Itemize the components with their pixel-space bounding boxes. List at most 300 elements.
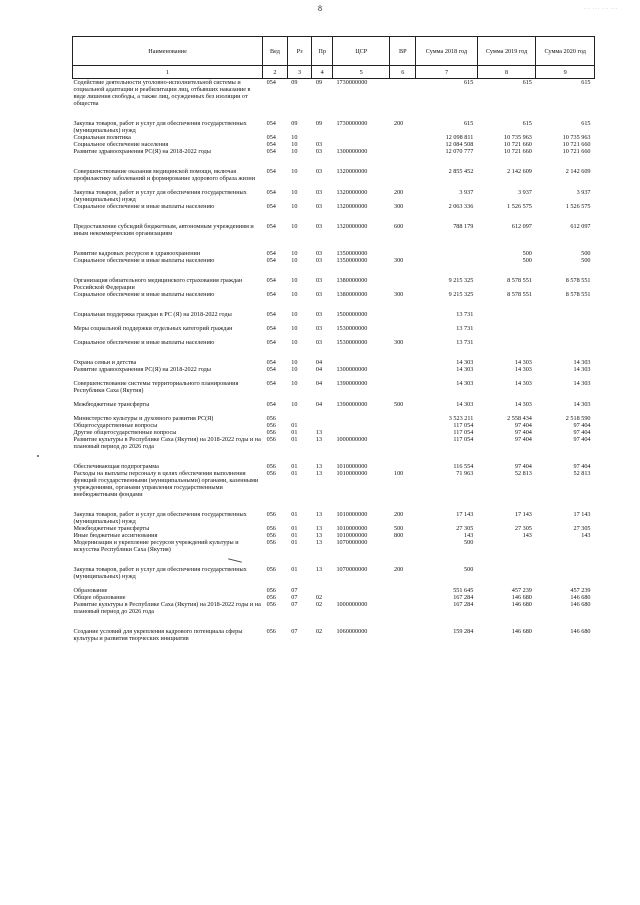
cell-y2019: 146 680 bbox=[511, 628, 532, 635]
cell-rz: 10 bbox=[291, 380, 298, 387]
cell-y2019: 14 303 bbox=[514, 359, 532, 366]
cell-csr: 1530000000 bbox=[336, 325, 368, 332]
cell-ved: 054 bbox=[266, 79, 276, 86]
cell-vr bbox=[390, 429, 416, 436]
cell-rz: 01 bbox=[291, 422, 298, 429]
cell-pr bbox=[312, 408, 333, 422]
cell-ved: 056 bbox=[266, 463, 276, 470]
table-row bbox=[73, 580, 595, 594]
cell-rz: 01 bbox=[291, 532, 298, 539]
cell-name: Совершенствование системы территориального планирования Республики Саха (Якутия) bbox=[73, 380, 239, 394]
cell-pr: 04 bbox=[315, 380, 323, 387]
cell-csr bbox=[332, 580, 390, 594]
cell-ved: 056 bbox=[266, 539, 276, 546]
cell-vr bbox=[390, 298, 416, 318]
cell-y2019: 615 bbox=[522, 79, 532, 86]
cell-y2019: 14 303 bbox=[514, 380, 532, 387]
cell-ved: 056 bbox=[266, 429, 276, 436]
cell-y2018: 17 143 bbox=[456, 511, 474, 518]
cell-y2020: 612 097 bbox=[570, 223, 591, 230]
cell-pr: 03 bbox=[315, 325, 323, 332]
cell-y2020: 2 518 590 bbox=[565, 415, 591, 422]
cell-rz: 01 bbox=[291, 525, 298, 532]
cell-rz: 10 bbox=[291, 366, 298, 373]
cell-y2018: 13 731 bbox=[456, 339, 474, 346]
cell-csr bbox=[332, 594, 390, 601]
cell-y2019: 97 404 bbox=[514, 436, 532, 443]
cell-name: Другие общегосударственные вопросы bbox=[73, 429, 177, 436]
cell-y2018: 14 303 bbox=[456, 380, 474, 387]
cell-ved: 054 bbox=[266, 291, 276, 298]
cell-y2018: 159 284 bbox=[453, 628, 474, 635]
cell-pr: 13 bbox=[315, 525, 323, 532]
cell-ved: 054 bbox=[266, 401, 276, 408]
cell-csr: 1390000000 bbox=[336, 380, 368, 387]
cell-y2020: 10 721 660 bbox=[562, 141, 591, 148]
table-row bbox=[73, 237, 595, 257]
cell-ved: 054 bbox=[266, 325, 276, 332]
cell-name: Общее образование bbox=[73, 594, 126, 601]
cell-ved: 054 bbox=[266, 311, 276, 318]
cell-y2018: 615 bbox=[464, 120, 474, 127]
cell-y2020: 10 735 963 bbox=[562, 134, 591, 141]
table-row bbox=[73, 450, 595, 470]
cell-name: Социальная политика bbox=[73, 134, 131, 141]
table-row bbox=[73, 346, 595, 366]
cell-name: Обеспечивающая подпрограмма bbox=[73, 463, 159, 470]
cell-rz: 10 bbox=[291, 250, 298, 257]
cell-y2018: 13 731 bbox=[456, 311, 474, 318]
cell-y2019: 97 404 bbox=[514, 429, 532, 436]
cell-pr: 09 bbox=[315, 79, 323, 86]
cell-pr: 03 bbox=[315, 223, 323, 230]
cell-y2020: 10 721 660 bbox=[562, 148, 591, 155]
cell-pr: 04 bbox=[315, 366, 323, 373]
cell-pr: 03 bbox=[315, 277, 323, 284]
cell-ved: 056 bbox=[266, 525, 276, 532]
cell-y2020: 8 578 551 bbox=[565, 277, 591, 284]
cell-y2020: 17 143 bbox=[573, 511, 591, 518]
cell-y2020: 97 404 bbox=[573, 429, 591, 436]
cell-rz: 09 bbox=[291, 120, 298, 127]
cell-y2019: 27 305 bbox=[514, 525, 532, 532]
table-row bbox=[73, 532, 595, 539]
cell-rz: 10 bbox=[291, 257, 298, 264]
cell-pr: 13 bbox=[315, 429, 323, 436]
table-row bbox=[73, 594, 595, 601]
cell-y2018: 500 bbox=[464, 539, 474, 546]
table-row bbox=[73, 373, 595, 394]
cell-rz: 10 bbox=[291, 141, 298, 148]
column-number: 3 bbox=[287, 66, 312, 79]
cell-y2020: 14 303 bbox=[573, 359, 591, 366]
cell-rz bbox=[287, 408, 312, 422]
cell-y2018: 9 215 325 bbox=[448, 291, 474, 298]
cell-y2018: 3 937 bbox=[459, 189, 474, 196]
cell-y2020: 143 bbox=[581, 532, 591, 539]
cell-rz: 01 bbox=[291, 429, 298, 436]
cell-y2018: 117 054 bbox=[453, 429, 474, 436]
cell-y2019: 457 239 bbox=[511, 587, 532, 594]
cell-ved: 056 bbox=[266, 594, 276, 601]
cell-ved: 056 bbox=[266, 566, 276, 573]
cell-vr bbox=[390, 264, 416, 291]
cell-y2020: 146 680 bbox=[570, 601, 591, 608]
cell-vr: 100 bbox=[393, 470, 404, 477]
cell-y2020: 14 303 bbox=[573, 366, 591, 373]
cell-name: Социальная поддержка граждан в РС (Я) на 2018-2022 годы bbox=[73, 311, 232, 318]
cell-y2020: 14 303 bbox=[573, 401, 591, 408]
cell-pr: 03 bbox=[315, 141, 323, 148]
cell-y2018: 2 063 336 bbox=[448, 203, 474, 210]
cell-csr: 1350000000 bbox=[336, 257, 368, 264]
cell-csr: 1010000000 bbox=[336, 525, 368, 532]
column-number: 7 bbox=[416, 66, 478, 79]
table-row bbox=[73, 155, 595, 182]
cell-name: Развитие здравоохранения РС(Я) на 2018-2022 годы bbox=[73, 148, 211, 155]
cell-rz: 10 bbox=[291, 134, 298, 141]
table-row bbox=[73, 210, 595, 237]
cell-y2019 bbox=[477, 539, 536, 553]
cell-name: Развитие здравоохранения РС(Я) на 2018-2022 годы bbox=[73, 366, 211, 373]
cell-y2020 bbox=[536, 332, 595, 346]
cell-name: Совершенствование оказания медицинской помощи, включая профилактику заболеваний и формирование здорового образа жизни bbox=[73, 168, 256, 182]
cell-y2019: 500 bbox=[522, 250, 532, 257]
cell-y2018 bbox=[416, 237, 478, 257]
cell-pr: 02 bbox=[315, 628, 323, 635]
cell-csr: 1320000000 bbox=[336, 203, 368, 210]
table-row bbox=[73, 141, 595, 148]
cell-y2019: 14 303 bbox=[514, 401, 532, 408]
table-row bbox=[73, 553, 595, 580]
cell-pr: 13 bbox=[315, 463, 323, 470]
cell-y2018: 27 305 bbox=[456, 525, 474, 532]
table-row bbox=[73, 436, 595, 450]
cell-csr: 1000000000 bbox=[336, 436, 368, 443]
table-row bbox=[73, 470, 595, 498]
cell-ved: 054 bbox=[266, 134, 276, 141]
cell-y2020: 14 303 bbox=[573, 380, 591, 387]
cell-vr: 300 bbox=[393, 257, 404, 264]
cell-rz: 10 bbox=[291, 291, 298, 298]
cell-y2018: 9 215 325 bbox=[448, 277, 474, 284]
column-number: 4 bbox=[312, 66, 333, 79]
cell-name: Межбюджетные трансферты bbox=[73, 525, 150, 532]
cell-rz: 10 bbox=[291, 339, 298, 346]
cell-vr bbox=[390, 79, 416, 108]
cell-name: Закупка товаров, работ и услуг для обеспечения государственных (муниципальных) нужд bbox=[73, 120, 247, 134]
cell-ved: 054 bbox=[266, 257, 276, 264]
table-row bbox=[73, 525, 595, 532]
cell-vr bbox=[390, 318, 416, 332]
cell-y2019: 14 303 bbox=[514, 366, 532, 373]
cell-y2020: 97 404 bbox=[573, 436, 591, 443]
cell-y2019: 146 680 bbox=[511, 601, 532, 608]
cell-pr: 04 bbox=[315, 401, 323, 408]
table-row bbox=[73, 394, 595, 408]
cell-name: Развитие культуры в Республике Саха (Якутия) на 2018-2022 годы и на плановый период до 2026 года bbox=[73, 436, 261, 450]
cell-ved: 056 bbox=[266, 436, 276, 443]
table-row bbox=[73, 264, 595, 291]
cell-rz: 10 bbox=[291, 325, 298, 332]
cell-vr: 200 bbox=[393, 511, 404, 518]
cell-y2020: 52 813 bbox=[573, 470, 591, 477]
cell-csr bbox=[332, 429, 390, 436]
cell-pr: 13 bbox=[315, 532, 323, 539]
table-row bbox=[73, 148, 595, 155]
cell-vr bbox=[390, 346, 416, 366]
cell-y2019: 3 937 bbox=[517, 189, 532, 196]
cell-csr: 1010000000 bbox=[336, 463, 368, 470]
cell-pr: 13 bbox=[315, 436, 323, 443]
cell-pr: 02 bbox=[315, 594, 323, 601]
cell-csr: 1010000000 bbox=[336, 470, 368, 477]
table-row bbox=[73, 318, 595, 332]
table-row bbox=[73, 498, 595, 525]
cell-y2019: 10 735 963 bbox=[504, 134, 532, 141]
cell-csr: 1320000000 bbox=[336, 223, 368, 230]
cell-csr: 1390000000 bbox=[336, 401, 368, 408]
cell-vr: 300 bbox=[393, 291, 404, 298]
cell-name: Развитие кадровых ресурсов в здравоохранении bbox=[73, 250, 201, 257]
cell-y2019: 17 143 bbox=[514, 511, 532, 518]
cell-rz: 10 bbox=[291, 223, 298, 230]
cell-csr: 1320000000 bbox=[336, 189, 368, 196]
cell-csr: 1500000000 bbox=[336, 311, 368, 318]
cell-y2020: 615 bbox=[581, 120, 591, 127]
cell-y2018: 116 554 bbox=[453, 463, 474, 470]
cell-y2019 bbox=[477, 318, 536, 332]
cell-y2020: 3 937 bbox=[576, 189, 591, 196]
cell-y2020: 457 239 bbox=[570, 587, 591, 594]
margin-dot bbox=[37, 455, 39, 457]
cell-name: Межбюджетные трансферты bbox=[73, 401, 150, 408]
cell-vr bbox=[390, 155, 416, 182]
table-row bbox=[73, 601, 595, 615]
cell-y2019: 1 526 575 bbox=[507, 203, 532, 210]
cell-csr bbox=[332, 422, 390, 429]
cell-y2019 bbox=[477, 332, 536, 346]
cell-vr bbox=[390, 148, 416, 155]
cell-csr: 1300000000 bbox=[336, 148, 368, 155]
cell-y2018: 117 054 bbox=[453, 436, 474, 443]
cell-pr: 13 bbox=[315, 511, 323, 518]
column-number: 2 bbox=[263, 66, 288, 79]
cell-ved: 056 bbox=[266, 587, 276, 594]
cell-y2019: 615 bbox=[522, 120, 532, 127]
cell-csr: 1300000000 bbox=[336, 366, 368, 373]
cell-y2020: 97 404 bbox=[573, 463, 591, 470]
cell-ved: 054 bbox=[266, 203, 276, 210]
cell-pr: 03 bbox=[315, 291, 323, 298]
cell-y2020: 146 680 bbox=[570, 628, 591, 635]
table-row bbox=[73, 429, 595, 436]
cell-pr: 03 bbox=[315, 257, 323, 264]
cell-y2018: 71 963 bbox=[456, 470, 474, 477]
cell-y2020 bbox=[536, 318, 595, 332]
cell-rz: 10 bbox=[291, 203, 298, 210]
cell-y2020: 146 680 bbox=[570, 594, 591, 601]
cell-csr: 1010000000 bbox=[336, 532, 368, 539]
cell-csr: 1320000000 bbox=[336, 168, 368, 175]
cell-ved: 056 bbox=[266, 628, 276, 635]
table-row bbox=[73, 79, 595, 108]
cell-vr: 300 bbox=[393, 203, 404, 210]
table-row bbox=[73, 408, 595, 422]
cell-y2018: 2 855 452 bbox=[448, 168, 474, 175]
column-number: 6 bbox=[390, 66, 416, 79]
cell-y2019: 97 404 bbox=[514, 463, 532, 470]
cell-csr: 1380000000 bbox=[336, 277, 368, 284]
cell-y2019: 2 558 434 bbox=[507, 415, 532, 422]
cell-y2018 bbox=[416, 257, 478, 264]
table-row bbox=[73, 291, 595, 298]
cell-y2018: 117 054 bbox=[453, 422, 474, 429]
cell-rz: 01 bbox=[291, 511, 298, 518]
table-row bbox=[73, 298, 595, 318]
cell-y2018: 551 645 bbox=[453, 587, 474, 594]
cell-rz: 10 bbox=[291, 148, 298, 155]
table-row bbox=[73, 257, 595, 264]
cell-ved: 054 bbox=[266, 120, 276, 127]
cell-y2020: 1 526 575 bbox=[565, 203, 591, 210]
cell-y2019: 500 bbox=[522, 257, 532, 264]
cell-y2019: 2 142 609 bbox=[507, 168, 532, 175]
header-rz: Рз bbox=[287, 37, 312, 66]
cell-ved: 054 bbox=[266, 189, 276, 196]
cell-vr: 300 bbox=[393, 339, 404, 346]
cell-pr: 13 bbox=[315, 566, 323, 573]
cell-y2018: 615 bbox=[464, 79, 474, 86]
cell-vr bbox=[390, 237, 416, 257]
cell-y2020: 27 305 bbox=[573, 525, 591, 532]
header-ved: Вед bbox=[263, 37, 288, 66]
cell-csr bbox=[332, 408, 390, 422]
cell-name: Общегосударственные вопросы bbox=[73, 422, 158, 429]
cell-y2019: 52 813 bbox=[514, 470, 532, 477]
cell-rz: 10 bbox=[291, 277, 298, 284]
cell-vr bbox=[390, 141, 416, 148]
cell-csr: 1730000000 bbox=[336, 120, 368, 127]
cell-ved: 054 bbox=[266, 380, 276, 387]
cell-vr bbox=[390, 408, 416, 422]
table-row bbox=[73, 182, 595, 203]
cell-y2019: 97 404 bbox=[514, 422, 532, 429]
cell-name: Социальное обеспечение и иные выплаты населению bbox=[73, 203, 215, 210]
cell-rz: 07 bbox=[291, 587, 298, 594]
table-row bbox=[73, 615, 595, 642]
cell-csr: 1380000000 bbox=[336, 291, 368, 298]
cell-y2019: 612 097 bbox=[511, 223, 532, 230]
cell-vr bbox=[390, 450, 416, 470]
cell-y2018: 167 284 bbox=[453, 601, 474, 608]
cell-vr bbox=[390, 436, 416, 450]
cell-pr: 04 bbox=[315, 359, 323, 366]
cell-y2018: 13 731 bbox=[456, 325, 474, 332]
corner-mark: ... ... ... ... bbox=[584, 6, 618, 11]
cell-pr: 03 bbox=[315, 168, 323, 175]
budget-table bbox=[72, 36, 595, 642]
column-number: 1 bbox=[73, 66, 263, 79]
cell-y2019: 8 578 551 bbox=[507, 277, 532, 284]
cell-y2018: 14 303 bbox=[456, 366, 474, 373]
column-number: 8 bbox=[477, 66, 536, 79]
table-row bbox=[73, 539, 595, 553]
cell-vr bbox=[390, 366, 416, 373]
cell-pr bbox=[312, 422, 333, 429]
cell-name: Образование bbox=[73, 587, 108, 594]
cell-csr: 1060000000 bbox=[336, 628, 368, 635]
cell-vr bbox=[390, 539, 416, 553]
cell-csr bbox=[332, 134, 390, 141]
cell-name: Содействие деятельности уголовно-исполнительной системы и социальной адаптации и реабилитации лиц, отбывших наказание в виде лишения свободы, а также лиц, осужденных без изоляции от общества bbox=[73, 79, 251, 107]
cell-y2018: 3 523 211 bbox=[448, 415, 474, 422]
cell-y2019 bbox=[477, 553, 536, 580]
cell-name: Охрана семьи и детства bbox=[73, 359, 137, 366]
cell-rz: 10 bbox=[291, 168, 298, 175]
cell-pr: 13 bbox=[315, 470, 323, 477]
cell-name: Министерство культуры и духовного развития РС(Я) bbox=[73, 415, 214, 422]
cell-name: Социальное обеспечение и иные выплаты населению bbox=[73, 257, 215, 264]
cell-y2019: 8 578 551 bbox=[507, 291, 532, 298]
cell-pr: 03 bbox=[315, 250, 323, 257]
cell-csr: 1530000000 bbox=[336, 339, 368, 346]
cell-y2020: 97 404 bbox=[573, 422, 591, 429]
cell-pr bbox=[312, 134, 333, 141]
cell-y2018: 788 179 bbox=[453, 223, 474, 230]
cell-y2018: 12 098 811 bbox=[445, 134, 474, 141]
cell-ved: 054 bbox=[266, 141, 276, 148]
cell-y2018: 143 bbox=[464, 532, 474, 539]
cell-vr bbox=[390, 594, 416, 601]
cell-vr bbox=[390, 134, 416, 141]
cell-ved: 054 bbox=[266, 359, 276, 366]
cell-vr bbox=[390, 422, 416, 429]
cell-ved: 056 bbox=[266, 470, 276, 477]
cell-rz: 01 bbox=[291, 539, 298, 546]
cell-vr bbox=[390, 373, 416, 394]
cell-pr: 13 bbox=[315, 539, 323, 546]
table-row bbox=[73, 107, 595, 134]
cell-y2018: 12 084 508 bbox=[445, 141, 474, 148]
cell-name: Создание условий для укрепления кадрового потенциала сферы культуры и развития творческих инициатив bbox=[73, 628, 243, 642]
cell-y2019: 10 721 660 bbox=[504, 148, 532, 155]
cell-csr: 1010000000 bbox=[336, 511, 368, 518]
cell-name: Закупка товаров, работ и услуг для обеспечения государственных (муниципальных) нужд bbox=[73, 566, 247, 580]
cell-y2018: 167 284 bbox=[453, 594, 474, 601]
column-number: 9 bbox=[536, 66, 595, 79]
header-vr: ВР bbox=[390, 37, 416, 66]
cell-ved: 054 bbox=[266, 223, 276, 230]
cell-y2019 bbox=[477, 298, 536, 318]
cell-vr: 200 bbox=[393, 120, 404, 127]
cell-y2020: 500 bbox=[581, 257, 591, 264]
cell-vr: 600 bbox=[393, 223, 404, 230]
cell-rz: 01 bbox=[291, 436, 298, 443]
cell-ved: 056 bbox=[266, 511, 276, 518]
cell-ved: 056 bbox=[266, 415, 276, 422]
table-row bbox=[73, 422, 595, 429]
cell-rz: 01 bbox=[291, 463, 298, 470]
header-row bbox=[73, 37, 595, 66]
header-2020: Сумма 2020 год bbox=[536, 37, 595, 66]
cell-y2020: 615 bbox=[581, 79, 591, 86]
cell-y2020: 2 142 609 bbox=[565, 168, 591, 175]
cell-csr bbox=[332, 346, 390, 366]
header-2018: Сумма 2018 год bbox=[416, 37, 478, 66]
cell-name: Социальное обеспечение населения bbox=[73, 141, 169, 148]
header-pr: Пр bbox=[312, 37, 333, 66]
